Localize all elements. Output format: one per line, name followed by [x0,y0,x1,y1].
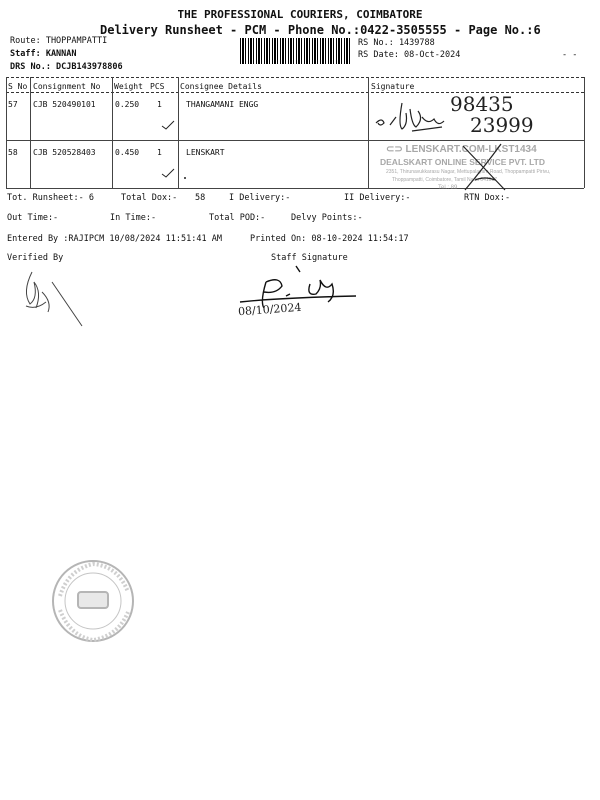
drs-number: DRS No.: DCJB143978806 [10,62,123,72]
column-header: Signature [371,82,415,91]
col-border [6,77,7,188]
row-weight: 0.450 [115,148,140,157]
table-top-rule [6,77,584,78]
ii-delivery: II Delivery:- [344,193,411,203]
verifier-signature-image [12,262,92,332]
staff-label: Staff: KANNAN [10,49,77,59]
stamp-line-2: DEALSKART ONLINE SERVICE PVT. LTD [380,157,545,167]
stamp-line-3: 2351, Thirunavukkarasu Nagar, Mettupalayam Road, Thoppampatti Pirivu, [386,169,551,175]
stamp-line-5: Tel.: 89 [438,185,458,191]
total-pod: Total POD:- [209,213,266,223]
i-delivery: I Delivery:- [229,193,291,203]
col-border [368,77,369,188]
printed-on: Printed On: 08-10-2024 11:54:17 [250,234,409,244]
out-time: Out Time:- [7,213,59,223]
col-border [112,77,113,188]
consignee-signature-image [372,95,462,137]
column-header: Consignment No [33,82,101,91]
tot-runsheet: Tot. Runsheet:- 6 [7,193,94,203]
row-pcs: 1 [157,100,162,109]
row-weight: 0.250 [115,100,140,109]
stamp-line-4: Thoppampatti, Coimbatore, Tamil Nadu 641017 [392,177,497,183]
staff-signature-date: 08/10/2024 [237,300,302,319]
column-header: Consignee Details [180,82,262,91]
verified-by-label: Verified By [7,253,64,263]
row-pcs: 1 [157,148,162,157]
rs-date: RS Date: 08-Oct-2024 [358,50,461,60]
barcode-image [240,38,352,64]
corner-mark: - - [562,50,578,60]
row-sno: 58 [8,148,18,157]
entered-by: Entered By :RAJIPCM 10/08/2024 11:51:41 AM [7,234,222,244]
stamp-logo-icon: ⊂⊃ [386,144,406,155]
column-header: Weight [114,82,143,91]
delvy-points: Delvy Points:- [291,213,363,223]
row-consignee: LENSKART [186,148,225,157]
row-consignment: CJB 520490101 [33,100,96,109]
column-header: S No [8,82,28,91]
col-border [30,77,31,188]
row-consignee: THANGAMANI ENGG [186,100,259,109]
total-dox-label: Total Dox:- [121,193,178,203]
col-border [584,77,585,188]
company-title: THE PROFESSIONAL COURIERS, COIMBATORE [177,8,423,21]
rs-number: RS No.: 1439788 [358,38,435,48]
cross-signature-image [455,140,515,196]
round-seal-stamp [48,556,138,646]
total-dox-value: 58 [195,193,206,203]
in-time: In Time:- [110,213,157,223]
tick-mark-icon [160,118,180,132]
row-consignment: CJB 520528403 [33,148,96,157]
column-header: PCS [150,82,165,91]
tick-mark-icon [160,166,180,180]
staff-signature-label: Staff Signature [271,253,348,263]
stamp-line-1: LENSKART.COM-LKST1434 [405,144,537,155]
runsheet-subtitle: Delivery Runsheet - PCM - Phone No.:0422-3505555 - Page No.:6 [100,23,541,37]
handwritten-phone: 23999 [470,113,534,137]
rtn-dox: RTN Dox:- [464,193,511,203]
handwritten-phone: 98435 [450,92,514,116]
route-label: Route: THOPPAMPATTI [10,36,108,46]
row-sno: 57 [8,100,18,109]
dot-mark [183,176,189,182]
